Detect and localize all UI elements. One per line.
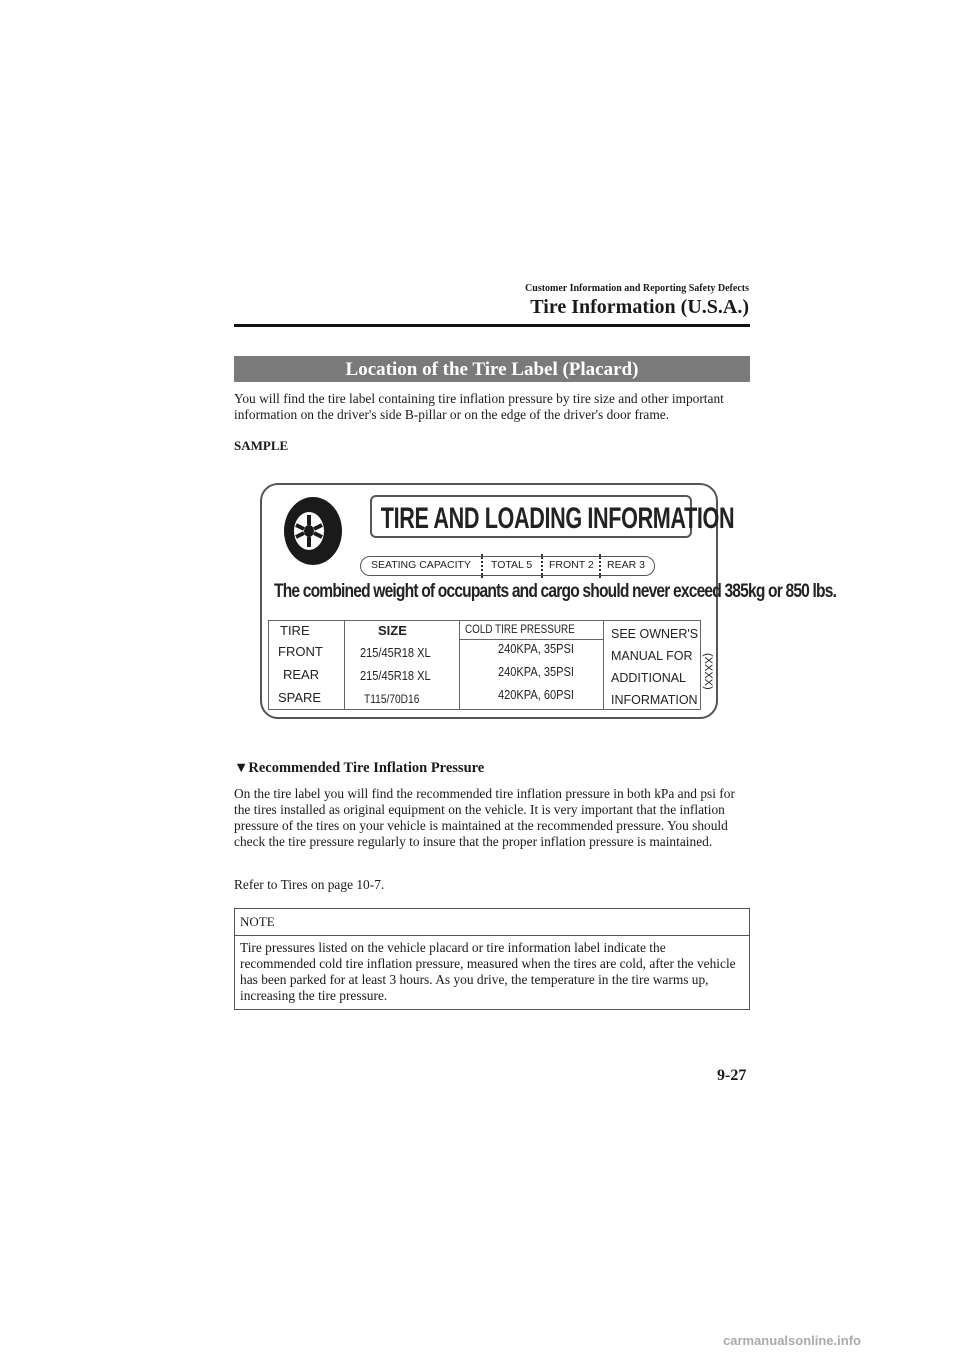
cross-reference: Refer to Tires on page 10-7. [234,877,385,892]
tire-icon [282,495,344,567]
tire-placard [260,483,837,719]
tire-table [268,620,700,712]
section-heading: Location of the Tire Label (Placard) [234,356,750,382]
seating-front: FRONT 2 [549,559,594,571]
separator [481,554,486,578]
subheading [234,760,484,777]
page-title: Tire Information (U.S.A.) [530,296,749,318]
see-owner-line-1: SEE OWNER'S [611,627,699,641]
header-size: SIZE [378,623,407,638]
row-spare-pressure: 420KPA, 60PSI [498,687,574,702]
seating-total: TOTAL 5 [491,559,533,571]
placard-code: (XXXX) [702,653,714,690]
note-divider [235,935,749,936]
seating-rear: REAR 3 [607,559,645,571]
row-front-pressure: 240KPA, 35PSI [498,641,574,656]
separator [541,554,546,578]
placard-title: TIRE AND LOADING INFORMATION [370,495,692,538]
row-front-tire: FRONT [278,644,323,659]
see-owner-line-3: ADDITIONAL [611,671,687,685]
row-front-size: 215/45R18 XL [360,645,431,660]
see-owner-line-2: MANUAL FOR [611,649,693,663]
sample-label: SAMPLE [234,438,289,453]
row-rear-size: 215/45R18 XL [360,668,431,683]
combined-weight-text: The combined weight of occupants and cargo should never exceed 385kg or 850 lbs. [274,581,837,602]
watermark: carmanualsonline.info [723,1333,861,1348]
row-spare-tire: SPARE [278,690,322,705]
row-rear-pressure: 240KPA, 35PSI [498,664,574,679]
page-number: 9-27 [717,1067,747,1084]
triangle-marker-icon: ▼ [234,760,249,776]
header-pressure: COLD TIRE PRESSURE [465,624,575,636]
separator [599,554,604,578]
subheading-text: Recommended Tire Inflation Pressure [248,760,485,776]
seating-capacity-bar [360,556,655,576]
header-divider [234,324,750,327]
row-rear-tire: REAR [283,667,320,682]
intro-paragraph: You will find the tire label containing tire inflation pressure by tire size and other important information on the driver's side B-pillar or on the edge of the driver's door frame. [234,391,724,422]
see-owner-line-4: INFORMATION [611,693,698,707]
note-title: NOTE [240,914,275,929]
header-tire: TIRE [280,623,310,638]
body-paragraph: On the tire label you will find the recommended tire inflation pressure in both kPa and psi for the tires installed as original equipment on the vehicle. It is very important that the inflation pressure of the tires on your vehicle is maintained at the recommended pressure. You should check the tire pressure regularly to insure that the proper inflation pressure is maintained. [234,786,735,849]
chapter-title: Customer Information and Reporting Safety Defects [525,283,749,294]
note-box [234,908,750,1010]
pressure-header-rule [459,639,604,640]
seating-capacity-label: SEATING CAPACITY [371,559,471,571]
note-text: Tire pressures listed on the vehicle placard or tire information label indicate the recommended cold tire inflation pressure, measured when the tires are cold, after the vehicle has been parked for at least 3 hours. As you drive, the temperature in the tire warms up, increasing the tire pressure. [240,940,736,1003]
row-spare-size: T115/70D16 [364,692,420,706]
